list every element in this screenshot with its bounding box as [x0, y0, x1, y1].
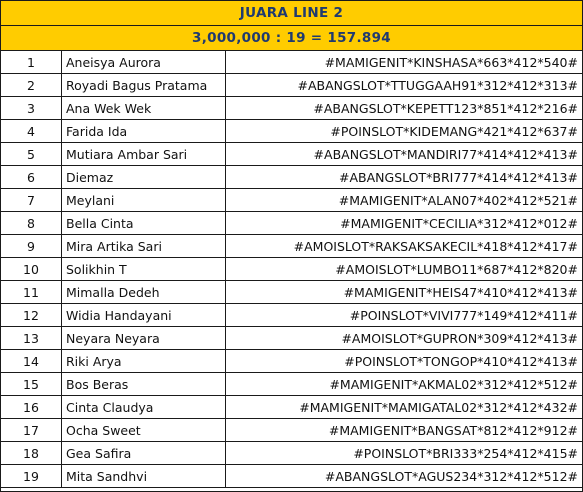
winner-name: Diemaz: [62, 166, 226, 189]
row-number: 17: [1, 419, 62, 442]
table-row: [1, 350, 582, 373]
row-number: 14: [1, 350, 62, 373]
table-row: [1, 74, 582, 97]
winner-name: Mira Artika Sari: [62, 235, 226, 258]
winner-name: Farida Ida: [62, 120, 226, 143]
row-number: 12: [1, 304, 62, 327]
winner-code: #POINSLOT*TONGOP*410*412*413#: [226, 350, 583, 373]
row-number: 18: [1, 442, 62, 465]
table-row: [1, 373, 582, 396]
table-row: [1, 442, 582, 465]
winner-code: #MAMIGENIT*CECILIA*312*412*012#: [226, 212, 583, 235]
winner-name: Widia Handayani: [62, 304, 226, 327]
winner-code: #MAMIGENIT*BANGSAT*812*412*912#: [226, 419, 583, 442]
row-number: 15: [1, 373, 62, 396]
table-row: [1, 419, 582, 442]
table-row: [1, 212, 582, 235]
table-row: [1, 258, 582, 281]
table-row: [1, 189, 582, 212]
winner-code: #ABANGSLOT*BRI777*414*412*413#: [226, 166, 583, 189]
winner-name: Bos Beras: [62, 373, 226, 396]
winner-code: #AMOISLOT*LUMBO11*687*412*820#: [226, 258, 583, 281]
winner-name: Ocha Sweet: [62, 419, 226, 442]
winner-code: #MAMIGENIT*MAMIGATAL02*312*412*432#: [226, 396, 583, 419]
row-number: 16: [1, 396, 62, 419]
row-number: 11: [1, 281, 62, 304]
winner-name: Mita Sandhvi: [62, 465, 226, 488]
winner-code: #POINSLOT*KIDEMANG*421*412*637#: [226, 120, 583, 143]
winner-name: Ana Wek Wek: [62, 97, 226, 120]
row-number: 19: [1, 465, 62, 488]
row-number: 6: [1, 166, 62, 189]
winner-name: Aneisya Aurora: [62, 51, 226, 74]
row-number: 5: [1, 143, 62, 166]
winner-code: #AMOISLOT*RAKSAKSAKECIL*418*412*417#: [226, 235, 583, 258]
table-row: [1, 327, 582, 350]
winner-code: #ABANGSLOT*AGUS234*312*412*512#: [226, 465, 583, 488]
row-number: 8: [1, 212, 62, 235]
table-row: [1, 304, 582, 327]
winner-name: Gea Safira: [62, 442, 226, 465]
winners-table-body: [1, 51, 582, 488]
winner-name: Solikhin T: [62, 258, 226, 281]
table-row: [1, 166, 582, 189]
winner-code: #AMOISLOT*GUPRON*309*412*413#: [226, 327, 583, 350]
table-row: [1, 120, 582, 143]
row-number: 2: [1, 74, 62, 97]
table-row: [1, 143, 582, 166]
winner-code: #POINSLOT*VIVI777*149*412*411#: [226, 304, 583, 327]
winner-code: #MAMIGENIT*KINSHASA*663*412*540#: [226, 51, 583, 74]
winner-code: #POINSLOT*BRI333*254*412*415#: [226, 442, 583, 465]
table-row: [1, 235, 582, 258]
winner-code: #ABANGSLOT*KEPETT123*851*412*216#: [226, 97, 583, 120]
winner-name: Mimalla Dedeh: [62, 281, 226, 304]
winner-code: #ABANGSLOT*TTUGGAAH91*312*412*313#: [226, 74, 583, 97]
row-number: 10: [1, 258, 62, 281]
table-row: [1, 97, 582, 120]
row-number: 4: [1, 120, 62, 143]
winner-name: Mutiara Ambar Sari: [62, 143, 226, 166]
row-number: 7: [1, 189, 62, 212]
prize-formula: 3,000,000 : 19 = 157.894: [1, 26, 582, 51]
winner-name: Meylani: [62, 189, 226, 212]
table-row: [1, 465, 582, 488]
sheet-title: JUARA LINE 2: [1, 1, 582, 26]
winners-table: [1, 51, 582, 488]
row-number: 1: [1, 51, 62, 74]
row-number: 13: [1, 327, 62, 350]
winner-name: Neyara Neyara: [62, 327, 226, 350]
winner-code: #MAMIGENIT*HEIS47*410*412*413#: [226, 281, 583, 304]
row-number: 9: [1, 235, 62, 258]
winner-name: Bella Cinta: [62, 212, 226, 235]
table-row: [1, 396, 582, 419]
table-row: [1, 51, 582, 74]
winner-code: #MAMIGENIT*AKMAL02*312*412*512#: [226, 373, 583, 396]
winner-name: Royadi Bagus Pratama: [62, 74, 226, 97]
winner-name: Riki Arya: [62, 350, 226, 373]
table-row: [1, 281, 582, 304]
winner-code: #ABANGSLOT*MANDIRI77*414*412*413#: [226, 143, 583, 166]
row-number: 3: [1, 97, 62, 120]
winner-name: Cinta Claudya: [62, 396, 226, 419]
winner-code: #MAMIGENIT*ALAN07*402*412*521#: [226, 189, 583, 212]
